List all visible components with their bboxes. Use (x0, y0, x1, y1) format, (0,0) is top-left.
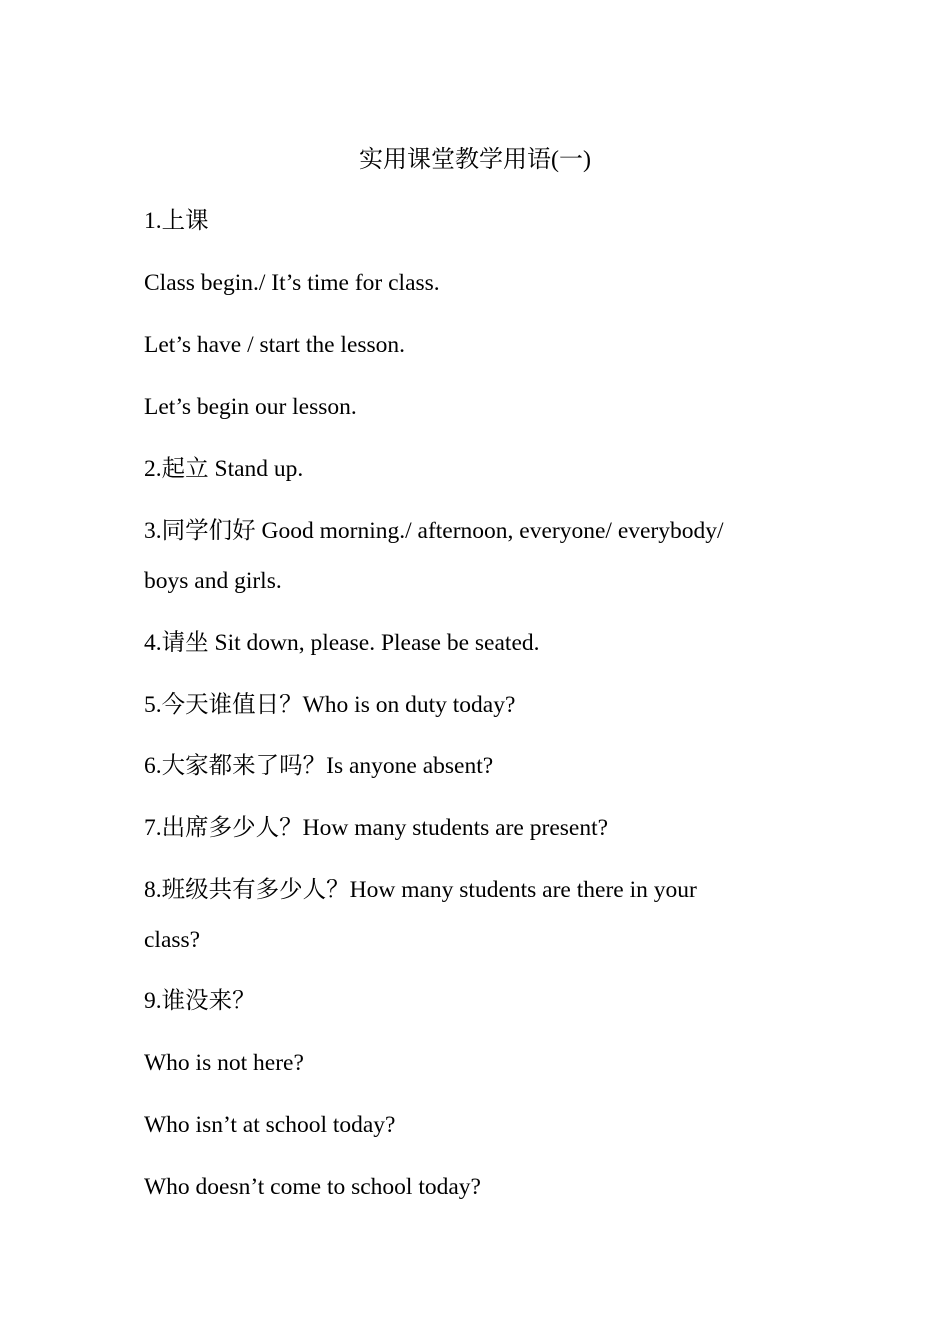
phrase-line: class? (144, 927, 201, 953)
phrase-line: Who is not here? (144, 1050, 304, 1076)
phrase-line: Let’s begin our lesson. (144, 394, 357, 420)
phrase-heading-9: 9.谁没来？ (144, 988, 256, 1014)
phrase-line: Who doesn’t come to school today? (144, 1174, 481, 1200)
phrase-heading-4: 4.请坐 Sit down, please. Please be seated. (144, 630, 540, 656)
phrase-heading-7: 7.出席多少人？How many students are present? (144, 815, 609, 841)
phrase-heading-8: 8.班级共有多少人？How many students are there in your (144, 877, 697, 903)
phrase-line: Who isn’t at school today? (144, 1112, 396, 1138)
phrase-heading-1: 1.上课 (144, 208, 209, 234)
phrase-heading-2: 2.起立 Stand up. (144, 456, 304, 482)
phrase-line: boys and girls. (144, 568, 282, 594)
phrase-line: Let’s have / start the lesson. (144, 332, 406, 358)
phrase-line: Class begin./ It’s time for class. (144, 270, 440, 296)
document-title: 实用课堂教学用语(一) (359, 147, 591, 173)
phrase-heading-6: 6.大家都来了吗？Is anyone absent? (144, 753, 494, 779)
phrase-heading-5: 5.今天谁值日？Who is on duty today? (144, 692, 516, 718)
phrase-heading-3: 3.同学们好 Good morning./ afternoon, everyone/ everybody/ (144, 518, 724, 544)
